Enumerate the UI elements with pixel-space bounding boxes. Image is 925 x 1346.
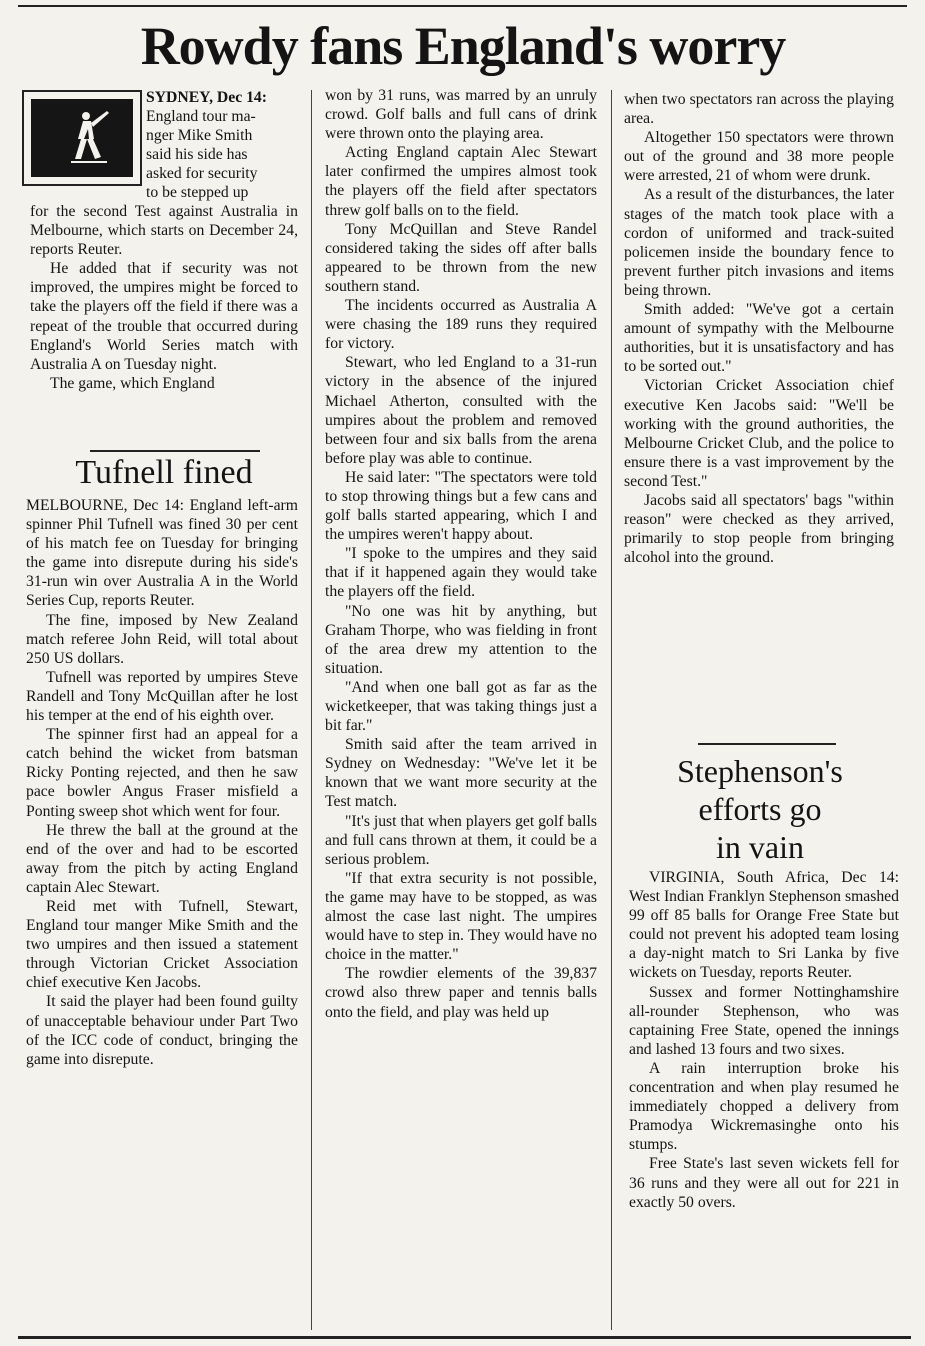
title-line: efforts go	[698, 791, 822, 827]
main-story-col2	[325, 86, 597, 1022]
paragraph: Stewart, who led England to a 31-run victory in the absence of the injured Michael Atherton, consulted with the umpires about the problem and removed between four and six balls from the arena before play was able to continue.	[325, 354, 597, 467]
column-divider	[311, 90, 312, 1330]
intro-line: nger Mike Smith	[146, 127, 253, 145]
intro-line: asked for security	[146, 165, 258, 183]
paragraph: "It's just that when players get golf balls and full cans thrown at them, it could be a serious problem.	[325, 812, 597, 868]
top-rule	[18, 5, 907, 7]
paragraph: He added that if security was not improved, the umpires might be forced to take the players off the field if there was a repeat of the trouble that occurred during England's World Series match with Australia A on Tuesday night.	[30, 260, 298, 373]
paragraph: Acting England captain Alec Stewart later confirmed the umpires almost took the players off the field after spectators threw golf balls on to the field.	[325, 144, 597, 219]
paragraph: "I spoke to the umpires and they said that if it happened again they would take the players off the field.	[325, 545, 597, 601]
main-story-col3	[624, 90, 894, 567]
paragraph: when two spectators ran across the playing area.	[624, 91, 894, 128]
paragraph: The game, which England	[50, 374, 215, 392]
paragraph: "If that extra security is not possible, the game may have to be stopped, as was almost the case last night. The umpires would have to step in. They would have no choice in the matter."	[325, 869, 597, 964]
paragraph: Jacobs said all spectators' bags "within reason" were checked as they arrived, primarily to stop people from bringing alcohol into the ground.	[624, 491, 894, 567]
paragraph: Sussex and former Nottinghamshire all-rounder Stephenson, who was captaining Free State, opened the innings and lashed 13 fours and two sixes.	[629, 983, 899, 1058]
paragraph: "And when one ball got as far as the wicketkeeper, that was taking things just a bit far."	[325, 678, 597, 735]
stephenson-story	[629, 868, 899, 1212]
paragraph: Reid met with Tufnell, Stewart, England tour manger Mike Smith and the two umpires and then issued a statement through Victorian Cricket Association chief executive Ken Jacobs.	[26, 897, 298, 992]
paragraph: won by 31 runs, was marred by an unruly crowd. Golf balls and full cans of drink were thrown onto the playing area.	[325, 87, 597, 143]
paragraph: The spinner first had an appeal for a catch behind the wicket from batsman Ricky Ponting rejected, and then he saw pace bowler Angus Fraser misfield a Ponting sweep shot which went for four.	[26, 726, 298, 820]
title-line: in vain	[716, 829, 804, 865]
paragraph: The fine, imposed by New Zealand match referee John Reid, will total about 250 US dollars.	[26, 611, 298, 667]
paragraph: The incidents occurred as Australia A were chasing the 189 runs they required for victory.	[325, 297, 597, 353]
tufnell-title: Tufnell fined	[75, 454, 253, 491]
main-story-col1	[30, 202, 298, 393]
paragraph: Free State's last seven wickets fell for 36 runs and they were all out for 221 in exactly 50 overs.	[629, 1155, 899, 1211]
intro-line: England tour ma-	[146, 108, 256, 126]
paragraph: Smith added: "We've got a certain amount of sympathy with the Melbourne authorities, but it is unsatisfactory and has to be sorted out."	[624, 301, 894, 376]
title-line: Stephenson's	[677, 753, 843, 789]
paragraph: MELBOURNE, Dec 14: England left-arm spinner Phil Tufnell was fined 30 per cent of his match fee on Tuesday for bringing the game into disrepute during his side's 31-run win over Australia A in the World Series Cup, reports Reuter.	[26, 497, 298, 610]
cricket-logo	[22, 90, 142, 186]
intro-line: said his side has	[146, 146, 248, 164]
paragraph: As a result of the disturbances, the later stages of the match took place with a cordon of uniformed and track-suited policemen inside the boundary fence to prevent further pitch invasions and items being thrown.	[624, 186, 894, 299]
intro-line: SYDNEY, Dec 14:	[146, 89, 267, 106]
tufnell-story	[26, 496, 298, 1069]
headline: Rowdy fans England's worry	[140, 16, 786, 76]
batsman-icon	[31, 99, 133, 177]
paragraph: Victorian Cricket Association chief executive Ken Jacobs said: "We'll be working with the ground authorities, the Melbourne Cricket Club, and the police to ensure there is a vast improvement by the second Test."	[624, 377, 894, 490]
paragraph: He threw the ball at the ground at the end of the over and had to be escorted away from the pitch by acting England captain Alec Stewart.	[26, 821, 298, 896]
paragraph: It said the player had been found guilty of unacceptable behaviour under Part Two of the ICC code of conduct, bringing the game into disrepute.	[26, 993, 298, 1068]
paragraph: Tufnell was reported by umpires Steve Randell and Tony McQuillan after he lost his temper at the end of his eighth over.	[26, 668, 298, 725]
paragraph: He said later: "The spectators were told to stop throwing things but a few cans and golf balls started appearing, which I and the umpires weren't happy about.	[325, 468, 597, 544]
main-story-intro	[146, 88, 298, 203]
paragraph: Tony McQuillan and Steve Randel considered taking the sides off after balls appeared to be thrown from the new southern stand.	[325, 220, 597, 295]
bottom-rule	[18, 1336, 911, 1339]
paragraph: Altogether 150 spectators were thrown out of the ground and 38 more people were arrested, 21 of whom were drunk.	[624, 129, 894, 185]
column-divider	[611, 90, 612, 1330]
paragraph: Smith said after the team arrived in Sydney on Wednesday: "We've let it be known that we want more security at the Test match.	[325, 736, 597, 811]
paragraph: for the second Test against Australia in Melbourne, which starts on December 24, reports Reuter.	[30, 203, 298, 259]
intro-line: to be stepped up	[146, 184, 249, 202]
paragraph: The rowdier elements of the 39,837 crowd also threw paper and tennis balls onto the field, and play was held up	[325, 965, 597, 1021]
paragraph: "No one was hit by anything, but Graham Thorpe, who was fielding in front of the area drew my attention to the situation.	[325, 602, 597, 677]
paragraph: VIRGINIA, South Africa, Dec 14: West Indian Franklyn Stephenson smashed 99 off 85 balls for Orange Free State but could not prevent his adopted team losing a day-night match to Sri Lanka by five wickets on Tuesday, reports Reuter.	[629, 869, 899, 982]
paragraph: A rain interruption broke his concentration and when play resumed he immediately chopped a delivery from Pramodya Wickremasinghe onto his stumps.	[629, 1059, 899, 1154]
stephenson-title	[624, 752, 896, 866]
story-divider	[698, 743, 836, 745]
